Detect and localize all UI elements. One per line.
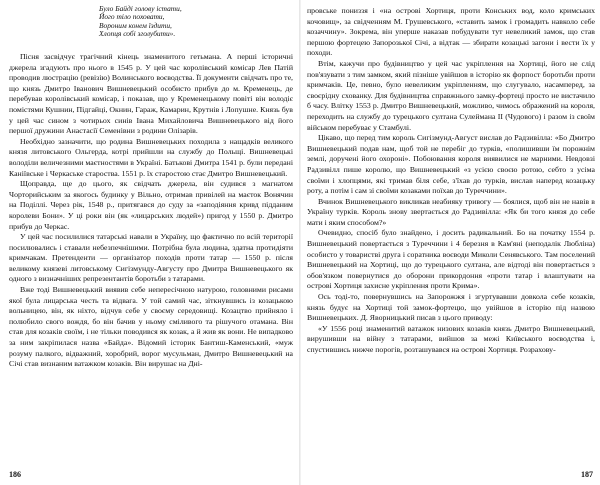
left-page <box>3 0 297 485</box>
epigraph-line: Його тіло поховати, <box>99 12 165 22</box>
paragraph: Пісня засвідчує трагічний кінець знаменитого гетьмана. А перші історичні джерела згадують про нього в 1545 р. У цей час королівський комісар Лев Патій проводив люстрацію (ревізію) Волинського воєводства. Її документи свідчать про те, що князь Дмитро Іванович Вишневецький особисто прибув до м. Кременець, де перебував королівський комісар, і показав, що у Кременецькому повіті він володіє помістями Кушнин, Підгайці, Окнин, Гараж, Камарин, Крутнів і Лопушне. Князь був у цей час сином з чотирьох синів Івана Михайловича Вишневецького від його першої дружини Анастасії Семенівни з родини Олізарів. <box>9 52 293 136</box>
book-gutter <box>299 0 301 485</box>
right-text-column <box>307 6 595 356</box>
epigraph <box>99 5 279 38</box>
page-number: 187 <box>581 470 593 479</box>
paragraph: Очевидно, спосіб було знайдено, і досить радикальний. Бо на початку 1554 р. Вишневецький повертається з Туреччини і 4 березня в Кам'яні (неподалік Любліна) особисто у товаристві друга і соратника воєводи Миколи Сенявського. Там поселений Вишневецький на Хортиці, що до турецького султана, але відтоді він повертається з обов'язком повернутися до оборони прикордоння «проти татар і влаштувати на острові Хортиця захисне укріплення проти Крима». <box>307 228 595 291</box>
paragraph: Втім, кажучи про будівництво у цей час укріплення на Хортиці, його не слід пов'язувати з тим замком, який пізніше увійшов в історію як форпост боротьби проти кримчаків. Це, певно, було невеликим укріпленням, що слугувало, насамперед, за своєрідну схованку. Для будівництва справжнього замку-фортеці просто не вистачило б часу. Влітку 1553 р. Дмитро Вишневецький, можливо, чимось ображений на короля, переходить на службу до турецького султана Сулеймана II (Чудового) і разом із своїм військом перебуває у Стамбулі. <box>307 58 595 132</box>
epigraph-line: Вороним конем їздити, <box>99 20 172 30</box>
left-text-column <box>9 52 293 370</box>
paragraph: Цікаво, що перед тим король Сигізмунд-Август вислав до Радзивілла: «Бо Дмитро Вишневецький подав нам, щоб той не перебіг до турків, «полишивши їм порожнім землі, доручені його охороні». Побоювання короля виявилися не марними. Невдовзі Радзивілл пише королю, що Вишневецький «з усією своєю ротою, себто з усіма своїми і хлопцями, які тримав біля себе, з'їхав до турків, вислав наперед козацьку роту, а потім і сам зі своїми козаками поїхав до Туреччини». <box>307 133 595 196</box>
epigraph-line: Хлопця собі зголубити». <box>99 28 176 38</box>
paragraph: Вже тоді Вишневецький виявив себе непересічною натурою, головними рисами якої була лицарська честь та відвага. У той самий час, зіткнувшись із козацькою вольницею, він, як ніхто, відчув себе у своєму середовищі. Козацтво прийняло і полюбило свого вождя, бо він бачив у ньому сміливого та рішучого отамана. Він став для козаків своїм, і не тільки поводився як козак, а й жив як вони. Не випадково за ним закріпилася назва «Байда». Відомий історик Бантиш-Каменський, «муж розуму палкого, відважний, хоробрий, ворог мусульман, Дмитро Вишневецький на Січі став визнаним ватажком козаків. Він вирушає на Дні- <box>9 285 293 369</box>
epigraph-line: Було Байді голову істати, <box>99 4 182 13</box>
right-page <box>303 0 597 485</box>
paragraph: Необхідно зазначити, що родина Вишневецьких походила з нащадків великого князя литовського Ольгерда, котрі прийшли на службу до Польщі. Вишневецькі володіли величезними маєтностями в Україні. Батькові Дмитра 1541 р. були передані Каніївське і Черкаське староства. 1551 р. їх старостою стає Дмитро Вишневецький. <box>9 136 293 178</box>
paragraph: Ось тоді-то, повернувшись на Запорожжя і згуртувавши довкола себе козаків, князь будує на Хортиці той замок-фортецю, що увійшов в історію під назвою Вишневецьких. Д. Яворницький писав з цього приводу: <box>307 292 595 323</box>
page-number: 186 <box>9 470 21 479</box>
paragraph: «У 1556 році знаменитий ватажок низових козаків князь Дмитро Вишневецький, вирушивши на війну з татарами, вийшов за межі Київського воєводства і, спустившись нижче порогів, розташувався на острові Хортиця. Розрахову- <box>307 323 595 354</box>
paragraph: провське пониззя і «на острові Хортиця, проти Конських вод, коло кримських кочовищ», за свідченням М. Грушевського, «ставить замок і громадить навколо себе козаччину». Зокрема, він уперше наказав побудувати тут невеликий замок, що став першою фортецею Запорозької Січі, а відтак — збирати козацькі загони і вести їх у походи. <box>307 6 595 58</box>
paragraph: У цей час посилилися татарські навали в Україну, що фактично по всій території посилювались і ставали небезпечнішими. Потрібна була людина, здатна протидіяти кримчакам. Претенденти — організатор походів проти татар — 1550 р. після великому князеві литовському Сигізмунду-Августу про Дмитра Вишневецького як одного з визначніших репрезентантів боротьби з татарами. <box>9 232 293 284</box>
paragraph: Щоправда, ще до цього, як свідчать джерела, він судився з магнатом Чорторийським за якогось будинку у Вільно, отримав привілей на маєток Вонячин на Поділлі. Через рік, 1548 р., притягався до суду за «заподіяння кривд підданим королеви Бони». У ці роки він (як «лицарських людей») пригод у 1550 р. Дмитро прибув до Черкас. <box>9 179 293 231</box>
paragraph: Вчинок Вишневецького викликав неабияку тривогу — боялися, щоб він не навів в Україну турків. Король знову звертається до Радзивілла: «Як би того князя до себе мати і яким способом?» <box>307 196 595 227</box>
